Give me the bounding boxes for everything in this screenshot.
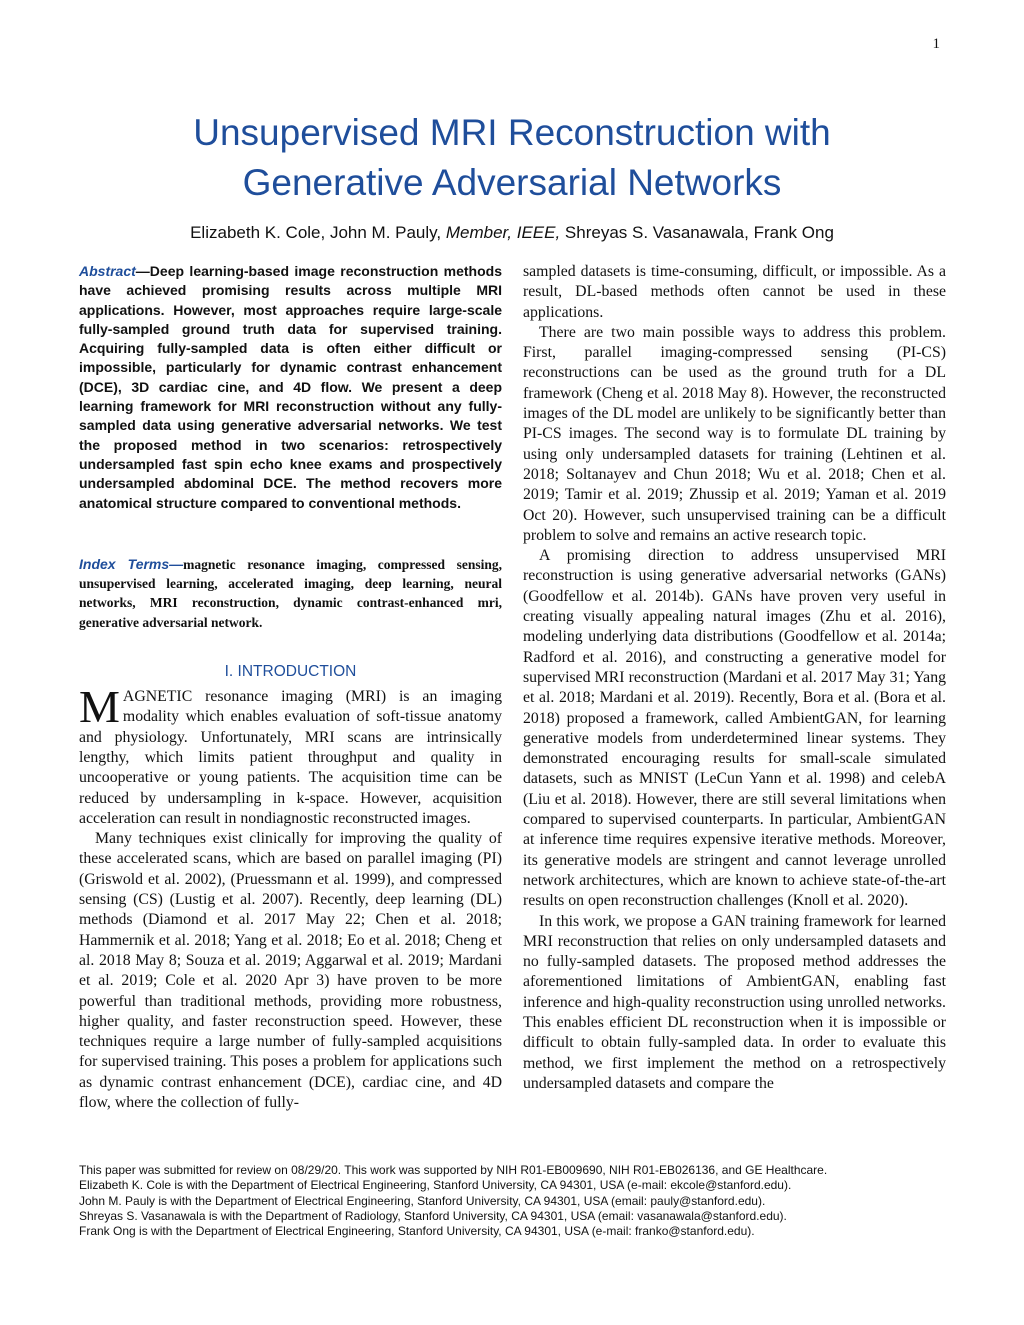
footnotes bbox=[79, 1163, 959, 1239]
left-column bbox=[79, 262, 502, 1113]
author-list bbox=[0, 223, 1024, 243]
page-number: 1 bbox=[932, 36, 940, 52]
footnote-author-ong: Frank Ong is with the Department of Electrical Engineering, Stanford University, CA 94301, USA (e-mail: franko@stanford.edu). bbox=[79, 1224, 755, 1239]
intro-paragraph-2: Many techniques exist clinically for improving the quality of these accelerated scans, which are based on parallel imaging (PI) (Griswold et al. 2002), (Pruessmann et al. 1999), and compressed sensing (CS) (Lustig et al. 2007). Recently, deep learning (DL) methods (Diamond et al. 2017 May 22; Chen et al. 2018; Hammernik et al. 2018; Yang et al. 2018; Eo et al. 2018; Cheng et al. 2018 May 8; Souza et al. 2019; Aggarwal et al. 2019; Mardani et al. 2019; Cole et al. 2020 Apr 3) have proven to be more powerful than traditional methods, providing more robustness, higher quality, and faster reconstruction speed. However, these techniques require a large number of fully-sampled acquisitions for supervised training. This poses a problem for applications such as dynamic contrast enhancement (DCE), cardiac cine, and 4D flow, where the collection of fully- bbox=[79, 830, 502, 1111]
right-column bbox=[523, 262, 946, 1094]
intro-paragraph-3: sampled datasets is time-consuming, difficult, or impossible. As a result, DL-based methods often cannot be used in these applications. bbox=[523, 263, 946, 321]
footnote-author-pauly: John M. Pauly is with the Department of Electrical Engineering, Stanford University, CA 94301, USA (email: pauly@stanford.edu). bbox=[79, 1193, 766, 1208]
footnote-author-cole: Elizabeth K. Cole is with the Department of Electrical Engineering, Stanford University, CA 94301, USA (e-mail: ekcole@stanford.edu). bbox=[79, 1178, 792, 1193]
authors-part-2: Shreyas S. Vasanawala, Frank Ong bbox=[560, 223, 834, 242]
intro-paragraph-6: In this work, we propose a GAN training framework for learned MRI reconstruction that relies on only undersampled datasets and no fully-sampled datasets. The proposed method addresses the aforementioned limitations of AmbientGAN, enabling fast inference and high-quality reconstruction using unrolled networks. This enables efficient DL reconstruction when it is impossible or difficult to obtain fully-sampled data. In order to evaluate this method, we first implement the method on a retrospectively undersampled datasets and compare the bbox=[523, 912, 946, 1092]
intro-paragraph-1 bbox=[79, 681, 502, 829]
authors-part-1: Elizabeth K. Cole, John M. Pauly, bbox=[190, 223, 446, 242]
footnote-submission: This paper was submitted for review on 08/29/20. This work was supported by NIH R01-EB009690, NIH R01-EB026136, and GE Healthcare. bbox=[79, 1163, 828, 1177]
author-membership: Member, IEEE, bbox=[445, 223, 561, 242]
abstract-text: Deep learning-based image reconstruction methods have achieved promising results across multiple MRI applications. However, most approaches require large-scale fully-sampled ground truth data for supervised training. Acquiring fully-sampled data is often either difficult or impossible, particularly for dynamic contrast enhancement (DCE), 3D cardiac cine, and 4D flow. We present a deep learning framework for MRI reconstruction without any fully-sampled data using generative adversarial networks. We test the proposed method in two scenarios: retrospectively undersampled fast spin echo knee exams and prospectively undersampled abdominal DCE. The method recovers more anatomical structure compared to conventional methods. bbox=[79, 263, 502, 511]
drop-cap: M bbox=[79, 681, 120, 733]
index-terms-text: magnetic resonance imaging, compressed sensing, unsupervised learning, accelerated imaging, deep learning, neural networks, MRI reconstruction, dynamic contrast-enhanced mri, generative adversarial network. bbox=[79, 556, 502, 630]
intro-paragraph-1-text: AGNETIC resonance imaging (MRI) is an imaging modality which enables evaluation of soft-tissue anatomy and physiology. Unfortunately, MRI scans are intrinsically lengthy, which limits patient throughput and quality in uncooperative or young patients. The acquisition time can be reduced by undersampling in k-space. However, acquisition acceleration can result in nondiagnostic reconstructed images. bbox=[79, 688, 502, 827]
abstract-dash: — bbox=[135, 263, 150, 279]
abstract bbox=[79, 262, 502, 513]
section-heading-introduction: I. INTRODUCTION bbox=[224, 663, 357, 681]
index-terms bbox=[79, 555, 502, 632]
footnote-author-vasanawala: Shreyas S. Vasanawala is with the Department of Radiology, Stanford University, CA 94301, USA (email: vasanawala@stanford.edu). bbox=[79, 1208, 787, 1223]
paper-title-line-2: Generative Adversarial Networks bbox=[242, 162, 782, 203]
abstract-label: Abstract bbox=[79, 263, 136, 279]
intro-paragraph-5: A promising direction to address unsupervised MRI reconstruction is using generative adversarial networks (GANs) (Goodfellow et al. 2014b). GANs have proven very useful in creating visually appealing natural images (Zhu et al. 2016), modeling underlying data distributions (Goodfellow et al. 2014a; Radford et al. 2016), and constructing a generative model for supervised MRI reconstruction (Mardani et al. 2017 May 31; Yang et al. 2018; Mardani et al. 2019). Recently, Bora et al. (Bora et al. 2018) proposed a framework, called AmbientGAN, for learning generative models from underdetermined linear systems. They demonstrated encouraging results for small-scale simulated datasets, such as MNIST (LeCun Yann et al. 1998) and celebA (Liu et al. 2018). However, there are still several limitations when compared to supervised counterparts. In particular, AmbientGAN at inference time requires expensive iterative methods. Moreover, its generative models are stringent and cannot leverage unrolled network architectures, which are known to achieve state-of-the-art results on open reconstruction challenges (Knoll et al. 2020). bbox=[523, 547, 946, 910]
index-terms-label: Index Terms bbox=[79, 555, 170, 572]
paper-title-line-1: Unsupervised MRI Reconstruction with bbox=[193, 112, 831, 153]
intro-paragraph-4: There are two main possible ways to address this problem. First, parallel imaging-compressed sensing (PI-CS) reconstructions can be used as the ground truth for a DL framework (Cheng et al. 2018 May 8). However, the reconstructed images of the DL model are unlikely to be significantly better than PI-CS images. The second way is to formulate DL training by using only undersampled datasets for training (Lehtinen et al. 2018; Soltanayev and Chun 2018; Wu et al. 2018; Chen et al. 2019; Tamir et al. 2019; Zhussip et al. 2019; Yaman et al. 2019 Oct 20). However, such unsupervised training can be a difficult problem to solve and remains an active research topic. bbox=[523, 323, 946, 544]
index-terms-dash: — bbox=[169, 555, 184, 572]
paper-title bbox=[0, 108, 1024, 208]
